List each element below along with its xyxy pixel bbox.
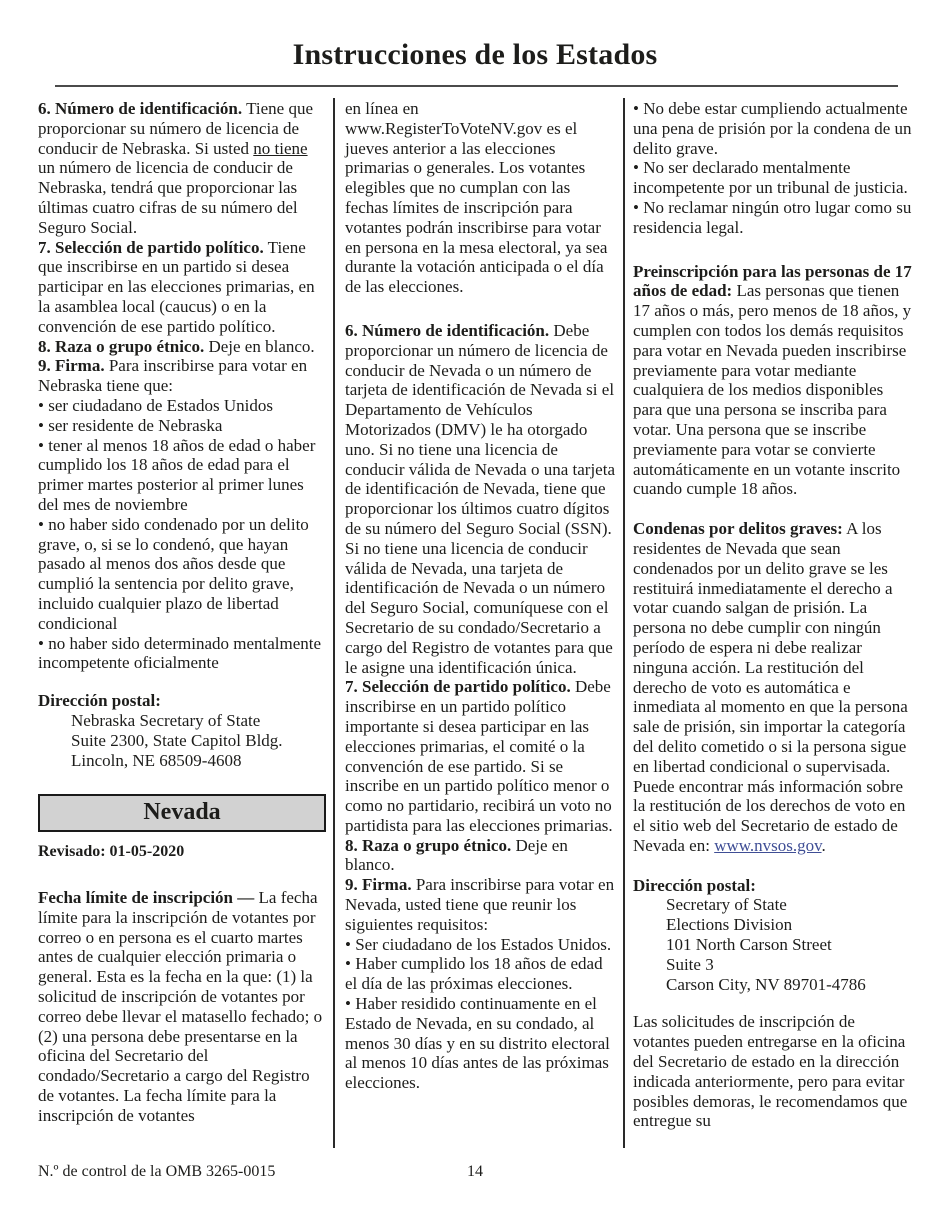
address-line: Nebraska Secretary of State: [71, 710, 261, 730]
address-line: Secretary of State: [666, 895, 787, 915]
text-run: Tiene que inscribirse en un partido si desea participar en las elecciones primarias, en la asamblea local (caucus) o en la convención de ese partido político.: [38, 237, 315, 336]
address-line: Elections Division: [666, 915, 793, 935]
bold-run: Preinscripción para las personas de 17 años de edad:: [633, 261, 912, 301]
text-run: • No debe estar cumpliendo actualmente una pena de prisión por la condena de un delito grave.: [633, 99, 912, 158]
bold-run: 9. Firma.: [345, 875, 412, 895]
column-right: [633, 99, 912, 1131]
address-line: Suite 2300, State Capitol Bldg.: [71, 730, 283, 750]
page-number: 14: [467, 1163, 483, 1180]
paragraph: [38, 238, 326, 337]
bullet-paragraph: [345, 994, 617, 1093]
text-run: Para inscribirse para votar en Nevada, usted tiene que reunir los siguientes requisitos:: [345, 875, 615, 934]
bullet-paragraph: [633, 198, 912, 238]
title-rule: [55, 85, 898, 87]
paragraph: [633, 519, 912, 856]
text-run: .: [821, 835, 826, 855]
text-run: un número de licencia de conducir de Nebraska, tendrá que proporcionar las últimas cuatro cifras de su número del Seguro Social.: [38, 158, 298, 237]
text-run: Las solicitudes de inscripción de votantes pueden entregarse en la oficina del Secretario de estado en la dirección indicada anteriormente, pero para evitar posibles demoras, le recomendamos que entregue su: [633, 1012, 908, 1131]
spacer: [38, 770, 326, 794]
bold-run: Dirección postal:: [633, 875, 756, 895]
state-header-box: Nevada: [38, 794, 326, 832]
spacer: [345, 297, 617, 321]
bold-run: Condenas por delitos graves:: [633, 519, 843, 539]
spacer: [38, 832, 326, 842]
bold-run: 8. Raza o grupo étnico.: [345, 835, 512, 855]
bold-run: Dirección postal:: [38, 691, 161, 711]
bullet-paragraph: [345, 935, 617, 955]
bold-run: 6. Número de identificación.: [345, 320, 550, 340]
text-run: • ser residente de Nebraska: [38, 415, 223, 435]
paragraph: [38, 888, 326, 1126]
text-run: • no haber sido condenado por un delito grave, o, si se lo condenó, que hayan pasado al menos dos años desde que cumplió la sentencia por delito grave, incluido cualquier plazo de libertad condicional: [38, 514, 309, 633]
spacer: [38, 862, 326, 888]
text-run: A los residentes de Nevada que sean condenados por un delito grave se les restituirá inmediatamente el derecho a votar cuando salgan de prisión. La persona no debe cumplir con ningún período de espera ni debe realizar ninguna acción. La restitución del derecho de voto es automática e inmediata al momento en que la persona sale de prisión, sin importar la categoría del delito cometido o si la persona sigue en libertad condicional o supervisada. Puede encontrar más información sobre la restitución de los derechos de voto en el sitio web del Secretario de estado de Nevada en:: [633, 519, 908, 855]
bold-run: Fecha límite de inscripción —: [38, 888, 259, 908]
address-line: Carson City, NV 89701-4786: [666, 974, 866, 994]
text-run: Para inscribirse para votar en Nebraska tiene que:: [38, 356, 308, 396]
spacer: [633, 856, 912, 876]
omb-control-number: N.º de control de la OMB 3265-0015: [38, 1163, 276, 1180]
spacer: [38, 673, 326, 691]
paragraph: [38, 337, 326, 357]
text-run: no tiene: [253, 138, 308, 158]
paragraph: [38, 99, 326, 238]
paragraph: [345, 99, 617, 297]
bullet-paragraph: [38, 396, 326, 416]
paragraph: [345, 677, 617, 835]
column-divider: [623, 98, 625, 1148]
bold-run: 8. Raza o grupo étnico.: [38, 336, 205, 356]
address-block: [38, 711, 326, 770]
bold-run: 6. Número de identificación.: [38, 99, 243, 118]
address-line: Suite 3: [666, 954, 714, 974]
nvsos-website-link[interactable]: www.nvsos.gov: [714, 835, 822, 855]
bullet-paragraph: [38, 634, 326, 674]
page-title: Instrucciones de los Estados: [292, 38, 658, 71]
text-run: • No ser declarado mentalmente incompetente por un tribunal de justicia.: [633, 158, 908, 198]
text-run: • Ser ciudadano de los Estados Unidos.: [345, 934, 612, 954]
bold-run: Revisado: 01-05-2020: [38, 843, 185, 861]
bullet-paragraph: [345, 954, 617, 994]
bullet-paragraph: [38, 416, 326, 436]
column-divider: [333, 98, 335, 1148]
text-run: • Haber residido continuamente en el Estado de Nevada, en su condado, al menos 30 días y en su distrito electoral al menos 10 días antes de las próximas elecciones.: [345, 994, 610, 1093]
paragraph: [345, 321, 617, 677]
paragraph: [38, 842, 326, 862]
text-run: La fecha límite para la inscripción de votantes por correo o en persona es el cuarto martes antes de cualquier elección primaria o general. Esta es la fecha en la que: (1) la solicitud de inscripción de votantes por correo debe llevar el matasello fechado; o (2) una persona debe presentarse en la oficina del Secretario del condado/Secretario a cargo del Registro de votantes. La fecha límite para la inscripción de votantes: [38, 888, 323, 1125]
column-left: [38, 99, 326, 1126]
text-run: Deje en blanco.: [345, 835, 568, 875]
bullet-paragraph: [38, 515, 326, 634]
bold-run: 7. Selección de partido político.: [38, 237, 264, 257]
paragraph: [38, 691, 326, 711]
text-run: Tiene que proporcionar su número de licencia de conducir de Nebraska. Si usted: [38, 99, 313, 158]
text-run: • No reclamar ningún otro lugar como su residencia legal.: [633, 197, 912, 237]
column-middle: [345, 99, 617, 1093]
paragraph: [633, 1012, 912, 1131]
paragraph: [633, 876, 912, 896]
text-run: • tener al menos 18 años de edad o haber cumplido los 18 años de edad para el primer martes posterior al primer lunes del mes de noviembre: [38, 435, 316, 514]
address-line: 101 North Carson Street: [666, 935, 832, 955]
text-run: en línea en www.RegisterToVoteNV.gov es el jueves anterior a las elecciones primarias o generales. Los votantes elegibles que no cumplan con las fechas límites de inscripción para votantes podrán inscribirse para votar en persona en la mesa electoral, ya sea durante la votación anticipada o el día de las elecciones.: [345, 99, 608, 297]
paragraph: [345, 836, 617, 876]
bullet-paragraph: [633, 158, 912, 198]
address-line: Lincoln, NE 68509-4608: [71, 750, 242, 770]
bullet-paragraph: [38, 436, 326, 515]
text-run: Las personas que tienen 17 años o más, pero menos de 18 años, y cumplen con todos los demás requisitos para votar en Nevada pueden inscribirse previamente para votar mediante cualquiera de los medios disponibles para que una persona se inscriba para votar. Una persona que se inscribe previamente para votar se convierte automáticamente en un votante inscrito cuando cumple 18 años.: [633, 281, 912, 499]
text-run: Deje en blanco.: [204, 336, 315, 356]
paragraph: [633, 262, 912, 500]
bold-run: 7. Selección de partido político.: [345, 677, 571, 697]
bullet-paragraph: [633, 99, 912, 158]
text-run: • no haber sido determinado mentalmente incompetente oficialmente: [38, 633, 322, 673]
spacer: [633, 994, 912, 1012]
spacer: [633, 499, 912, 519]
text-run: Debe inscribirse en un partido político importante si desea participar en las elecciones primarias, el comité o la convención de ese partido. Si se inscribe en un partido político menor o como no partidario, recibirá un voto no partidista para las elecciones primarias.: [345, 677, 613, 835]
text-run: • Haber cumplido los 18 años de edad el día de las próximas elecciones.: [345, 954, 603, 994]
text-run: • ser ciudadano de Estados Unidos: [38, 395, 273, 415]
address-block: [633, 895, 912, 994]
bold-run: 9. Firma.: [38, 356, 105, 376]
paragraph: [345, 875, 617, 934]
text-run: Debe proporcionar un número de licencia de conducir de Nevada o un número de tarjeta de identificación de Nevada si el Departamento de Vehículos Motorizados (DMV) le ha otorgado uno. Si no tiene una licencia de conducir válida de Nevada o una tarjeta de identificación de Nevada, tiene que proporcionar los últimos cuatro dígitos de su número del Seguro Social (SSN). Si no tiene una licencia de conducir válida de Nevada, una tarjeta de identificación de Nevada o un número del Seguro Social, comuníquese con el Secretario de su condado/Secretario a cargo del Registro de votantes para que le asigne una identificación única.: [345, 320, 615, 677]
paragraph: [38, 356, 326, 396]
spacer: [633, 238, 912, 262]
